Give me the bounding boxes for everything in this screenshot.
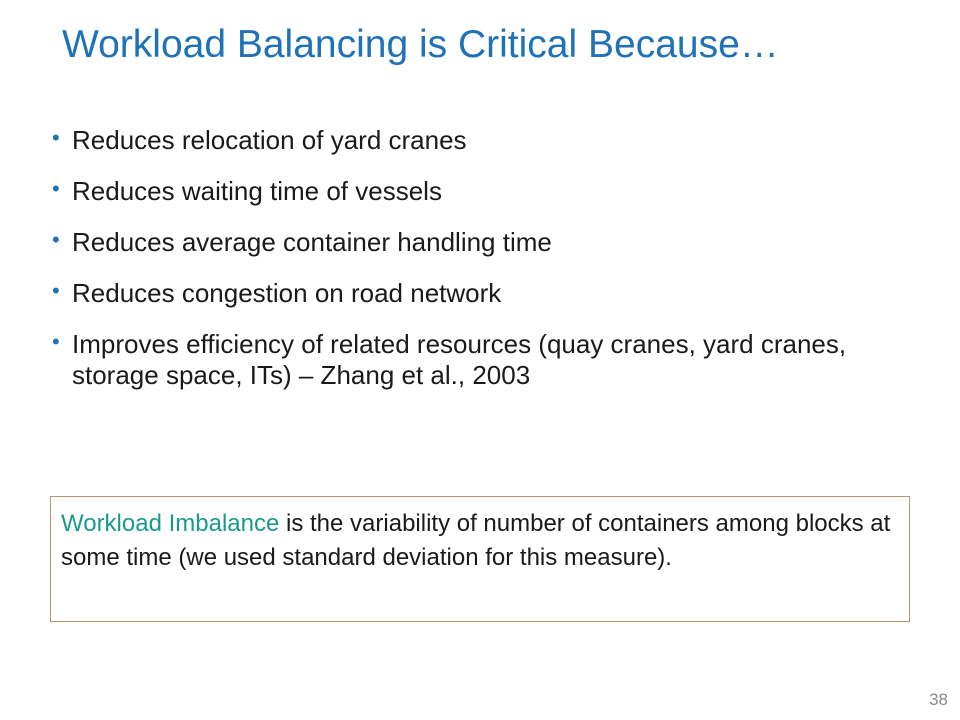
bullet-text: Reduces relocation of yard cranes <box>72 125 467 155</box>
bullet-list <box>52 125 932 411</box>
bullet-item <box>52 329 932 391</box>
bullet-text: Reduces waiting time of vessels <box>72 176 442 206</box>
bullet-text: Improves efficiency of related resources (quay cranes, yard cranes, storage space, ITs) – Zhang et al., 2003 <box>72 329 847 390</box>
bullet-icon: • <box>52 227 60 252</box>
bullet-icon: • <box>52 329 60 354</box>
definition-term: Workload Imbalance <box>61 510 280 537</box>
bullet-item <box>52 227 932 258</box>
bullet-item <box>52 125 932 156</box>
bullet-item <box>52 278 932 309</box>
definition-text: is the variability of number of containers among blocks at some time (we used standard deviation for this measure). <box>61 510 891 571</box>
bullet-item <box>52 176 932 207</box>
bullet-text: Reduces average container handling time <box>72 227 552 257</box>
page-number: 38 <box>929 690 948 709</box>
bullet-text: Reduces congestion on road network <box>72 278 502 308</box>
bullet-icon: • <box>52 176 60 201</box>
slide-title: Workload Balancing is Critical Because… <box>62 23 779 66</box>
bullet-icon: • <box>52 278 60 303</box>
bullet-icon: • <box>52 125 60 150</box>
definition-box <box>50 496 910 622</box>
